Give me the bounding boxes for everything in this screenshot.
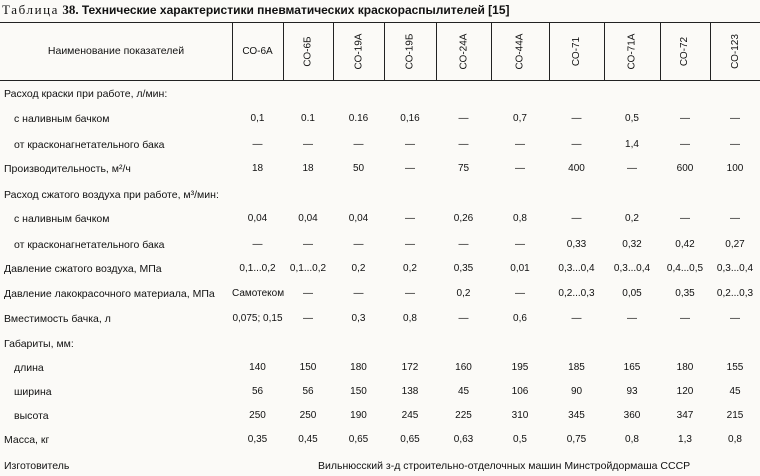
header-column-label: СО-24А xyxy=(458,33,469,69)
table-cell: — xyxy=(515,163,525,174)
table-caption-label: Таблица xyxy=(2,2,60,17)
table-cell: 172 xyxy=(401,362,419,373)
table-cell: — xyxy=(458,139,469,150)
table-cell: — xyxy=(680,139,690,150)
table-cell: — xyxy=(303,139,313,150)
row-label: с наливным бачком xyxy=(14,213,110,225)
table-cell: 160 xyxy=(455,362,472,373)
table-cell: 0,8 xyxy=(513,213,527,224)
header-bottom-rule xyxy=(0,80,760,81)
row-label: длина xyxy=(14,362,44,374)
table-cell: 90 xyxy=(570,386,583,397)
table-cell: — xyxy=(571,213,582,224)
table-cell: 0,2 xyxy=(351,263,366,274)
table-cell: 0,04 xyxy=(348,213,369,224)
table-cell: — xyxy=(627,313,637,324)
header-column-label: СО-19А xyxy=(353,33,364,69)
table-cell: 0,8 xyxy=(728,434,742,445)
maker-value: Вильнюсский з-д строительно-отделочных машин Минстройдормаша СССР xyxy=(318,460,691,472)
table-cell: 0,45 xyxy=(298,434,318,445)
header-column-label: СО-71 xyxy=(570,36,582,66)
table-cell: 180 xyxy=(676,362,694,373)
header-column-label: СО-44А xyxy=(514,33,526,69)
table-cell: 0,35 xyxy=(453,263,474,274)
table-cell: 0,35 xyxy=(675,288,695,299)
row-label: Расход сжатого воздуха при работе, м³/мин: xyxy=(4,189,219,201)
table-cell: 0,5 xyxy=(625,113,639,124)
table-cell: 120 xyxy=(676,386,694,397)
table-cell: 0,7 xyxy=(513,113,527,124)
row-label: от красконагнетательного бака xyxy=(14,139,165,151)
table-cell: 215 xyxy=(726,410,744,421)
table-cell: 0,75 xyxy=(566,434,587,445)
row-label: Масса, кг xyxy=(4,434,50,446)
table-cell: — xyxy=(252,239,263,250)
header-column-label: СО-19Б xyxy=(404,33,416,69)
table-cell: 0,3...0,4 xyxy=(613,263,651,274)
table-cell: 0,3...0,4 xyxy=(716,263,754,274)
row-label: с наливным бачком xyxy=(14,113,110,125)
header-column xyxy=(491,22,549,80)
header-name-cell xyxy=(0,22,232,80)
table-cell: 347 xyxy=(676,410,694,421)
row-label: Давление лакокрасочного материала, МПа xyxy=(4,288,215,300)
table-cell: 0,8 xyxy=(625,434,639,445)
table-cell: 0,27 xyxy=(725,239,745,250)
table-cell: 0,65 xyxy=(348,434,369,445)
table-cell: — xyxy=(680,313,690,324)
table-cell: 0.16 xyxy=(348,113,369,124)
table-cell: — xyxy=(680,213,690,224)
table-cell: — xyxy=(515,288,525,299)
table-cell: 345 xyxy=(568,410,585,421)
table-cell: 0,075; 0,15 xyxy=(232,313,283,324)
header-column-label: СО-6Б xyxy=(302,35,314,67)
table-cell: — xyxy=(353,239,364,250)
table-cell: 0,2...0,3 xyxy=(716,288,754,299)
row-label: Расход краски при работе, л/мин: xyxy=(4,88,168,100)
table-cell: 0,2 xyxy=(456,288,471,299)
table-cell: 18 xyxy=(251,163,264,174)
table-cell: — xyxy=(458,113,469,124)
table-cell: 150 xyxy=(350,386,367,397)
table-cell: — xyxy=(405,239,415,250)
table-cell: 0,05 xyxy=(622,288,642,299)
table-cell: 0.1 xyxy=(301,113,315,124)
table-cell: 0,01 xyxy=(510,263,530,274)
header-column-label: СО-6А xyxy=(242,45,273,57)
table-cell: 106 xyxy=(511,386,529,397)
table-cell: — xyxy=(730,113,740,124)
header-column-label: СО-72 xyxy=(679,36,691,66)
table-cell: 0,04 xyxy=(298,213,318,224)
table-cell: 45 xyxy=(457,386,470,397)
table-cell: — xyxy=(571,113,582,124)
table-cell: 600 xyxy=(676,163,694,174)
table-cell: — xyxy=(571,139,582,150)
table-cell: 0,8 xyxy=(403,313,417,324)
table-cell: 400 xyxy=(568,163,585,174)
table-caption-number: 38. xyxy=(62,2,79,17)
table-cell: 180 xyxy=(350,362,367,373)
table-cell: 50 xyxy=(352,163,365,174)
table-cell: 250 xyxy=(249,410,266,421)
table-cell: 0,04 xyxy=(247,213,268,224)
table-cell: — xyxy=(405,288,415,299)
table-cell: 0,33 xyxy=(566,239,587,250)
table-cell: 0,1...0,2 xyxy=(289,263,327,274)
table-cell: — xyxy=(303,313,313,324)
table-cell: — xyxy=(353,288,364,299)
table-cell: — xyxy=(515,239,525,250)
table-cell: — xyxy=(730,313,740,324)
table-cell: 0,2...0,3 xyxy=(558,288,595,299)
table-cell: 245 xyxy=(401,410,419,421)
header-column xyxy=(710,22,760,80)
table-cell: 56 xyxy=(302,386,314,397)
header-column xyxy=(333,22,384,80)
table-cell: 165 xyxy=(623,362,641,373)
table-cell: 138 xyxy=(401,386,419,397)
table-cell: 310 xyxy=(511,410,529,421)
row-label: высота xyxy=(14,410,49,422)
header-column xyxy=(660,22,710,80)
table-cell: 0,3 xyxy=(351,313,366,324)
table-cell: Самотеком xyxy=(232,288,285,299)
table-cell: 0,6 xyxy=(513,313,527,324)
header-column xyxy=(436,22,491,80)
table-cell: 250 xyxy=(299,410,317,421)
table-cell: — xyxy=(303,288,313,299)
table-cell: 190 xyxy=(350,410,367,421)
table-cell: 0,3...0,4 xyxy=(558,263,595,274)
table-cell: — xyxy=(730,213,740,224)
table-cell: 185 xyxy=(568,362,585,373)
table-cell: 0,4...0,5 xyxy=(666,263,704,274)
table-cell: 155 xyxy=(726,362,744,373)
table-cell: 100 xyxy=(726,163,744,174)
table-cell: 56 xyxy=(251,386,264,397)
table-cell: 0,35 xyxy=(247,434,268,445)
table-cell: 1,4 xyxy=(625,139,639,150)
table-cell: — xyxy=(730,139,740,150)
table-cell: 0,1...0,2 xyxy=(239,263,276,274)
header-column xyxy=(604,22,660,80)
table-cell: 1,3 xyxy=(678,434,692,445)
maker-label: Изготовитель xyxy=(4,460,70,472)
table-cell: 0,32 xyxy=(622,239,642,250)
table-cell: 195 xyxy=(511,362,529,373)
table-cell: 0,65 xyxy=(400,434,420,445)
table-cell: 0,63 xyxy=(453,434,474,445)
table-cell: — xyxy=(458,239,469,250)
header-column xyxy=(549,22,604,80)
table-cell: — xyxy=(515,139,525,150)
row-label: Давление сжатого воздуха, МПа xyxy=(4,263,162,275)
table-cell: 0,1 xyxy=(250,113,265,124)
header-column xyxy=(384,22,436,80)
table-cell: — xyxy=(627,163,637,174)
table-cell: 0,26 xyxy=(453,213,474,224)
table-caption xyxy=(2,2,758,18)
header-name-label: Наименование показателей xyxy=(47,45,185,57)
table-cell: — xyxy=(571,313,582,324)
table-cell: 93 xyxy=(626,386,638,397)
header-column-label: СО-123 xyxy=(729,33,741,69)
row-label: Вместимость бачка, л xyxy=(4,313,111,325)
table-cell: 360 xyxy=(623,410,641,421)
table-cell: — xyxy=(680,113,690,124)
table-cell: — xyxy=(353,139,364,150)
row-label: ширина xyxy=(14,386,52,398)
table-cell: 45 xyxy=(729,386,741,397)
header-column xyxy=(232,22,283,80)
table-cell: 225 xyxy=(455,410,472,421)
row-label: от красконагнетательного бака xyxy=(14,239,165,251)
table-cell: — xyxy=(405,213,415,224)
table-cell: — xyxy=(252,139,263,150)
table-cell: 0,2 xyxy=(403,263,417,274)
table-cell: 0,2 xyxy=(625,213,639,224)
row-label: Производительность, м²/ч xyxy=(4,163,131,175)
table-cell: 0,42 xyxy=(675,239,695,250)
table-title: Технические характеристики пневматических краскораспылителей [15] xyxy=(81,3,510,17)
table-cell: 150 xyxy=(299,362,317,373)
table-cell: — xyxy=(405,139,415,150)
header-column xyxy=(283,22,333,80)
table-cell: — xyxy=(405,163,415,174)
row-label: Габариты, мм: xyxy=(4,338,74,350)
table-cell: 0,5 xyxy=(513,434,527,445)
table-cell: 75 xyxy=(457,163,470,174)
table-cell: 0,16 xyxy=(400,113,420,124)
header-column-label: СО-71А xyxy=(626,33,638,69)
table-cell: 140 xyxy=(249,362,266,373)
table-cell: — xyxy=(303,239,313,250)
table-cell: 18 xyxy=(302,163,314,174)
table-cell: — xyxy=(458,313,469,324)
